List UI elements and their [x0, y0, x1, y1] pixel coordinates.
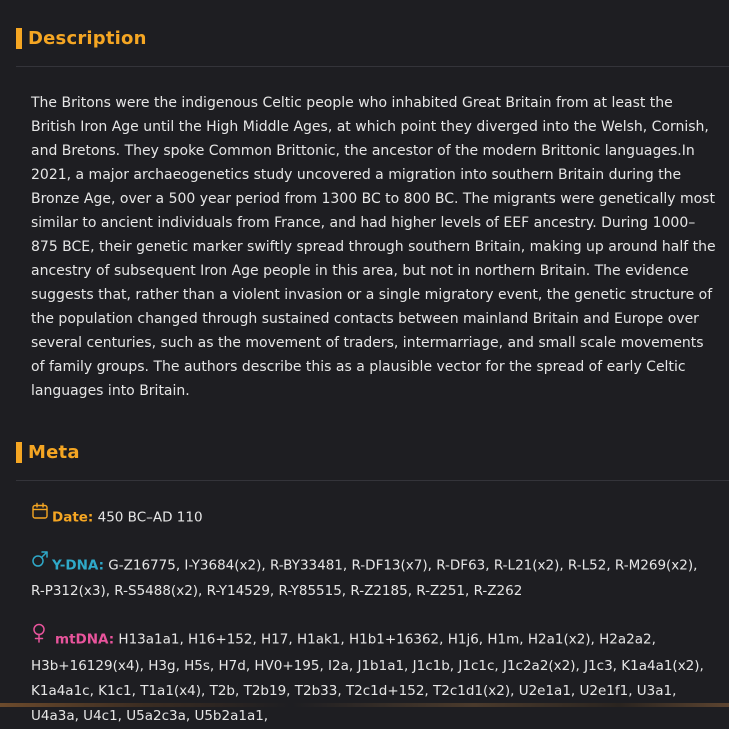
description-title: Description: [28, 28, 147, 49]
female-symbol-icon: [31, 623, 47, 652]
mtdna-label: mtDNA:: [55, 631, 115, 648]
meta-divider: [16, 480, 729, 481]
bottom-image-strip: [0, 703, 729, 707]
section-accent-bar: [16, 28, 22, 49]
male-symbol-icon: [31, 550, 49, 577]
description-header: [16, 28, 147, 49]
meta-title: Meta: [28, 442, 80, 463]
meta-date-row: [31, 504, 711, 531]
section-accent-bar: [16, 442, 22, 463]
date-label: Date:: [52, 509, 94, 526]
date-value: 450 BC–AD 110: [97, 509, 203, 526]
calendar-icon: [31, 502, 49, 529]
meta-header: [16, 442, 80, 463]
description-text: The Britons were the indigenous Celtic people who inhabited Great Britain from at least the British Iron Age until the High Middle Ages, at which point they diverged into the Welsh, Cornish, and Bretons. They spoke Common Brittonic, the ancestor of the modern Brittonic languages.In 2021, a major archaeogenetics study uncovered a migration into southern Britain during the Bronze Age, over a 500 year period from 1300 BC to 800 BC. The migrants were genetically most similar to ancient individuals from France, and had higher levels of EEF ancestry. During 1000–875 BCE, their genetic marker swiftly spread through southern Britain, making up around half the ancestry of subsequent Iron Age people in this area, but not in northern Britain. The evidence suggests that, rather than a violent invasion or a single migratory event, the genetic structure of the population changed through sustained contacts between mainland Britain and Europe over several centuries, such as the movement of traders, intermarriage, and small scale movements of family groups. The authors describe this as a plausible vector for the spread of early Celtic languages into Britain.: [31, 95, 716, 399]
ydna-value: G-Z16775, I-Y3684(x2), R-BY33481, R-DF13(x7), R-DF63, R-L21(x2), R-L52, R-M269(x2), R-P312(x3), R-S5488(x2), R-Y14529, R-Y85515, R-Z2185, R-Z251, R-Z262: [31, 557, 698, 599]
meta-mtdna-row: [31, 625, 711, 729]
description-divider: [16, 66, 729, 67]
ydna-label: Y-DNA:: [52, 557, 104, 574]
mtdna-value: H13a1a1, H16+152, H17, H1ak1, H1b1+16362, H1j6, H1m, H2a1(x2), H2a2a2, H3b+16129(x4), H3g, H5s, H7d, HV0+195, I2a, J1b1a1, J1c1b, J1c1c, J1c2a2(x2), J1c3, K1a4a1(x2), K1a4a1c, K1c1, T1a1(x4), T2b, T2b19, T2b33, T2c1d+152, T2c1d1(x2), U2e1a1, U2e1f1, U3a1, U4a3a, U4c1, U5a2c3a, U5b2a1a1,: [31, 631, 704, 724]
meta-ydna-row: [31, 552, 711, 604]
